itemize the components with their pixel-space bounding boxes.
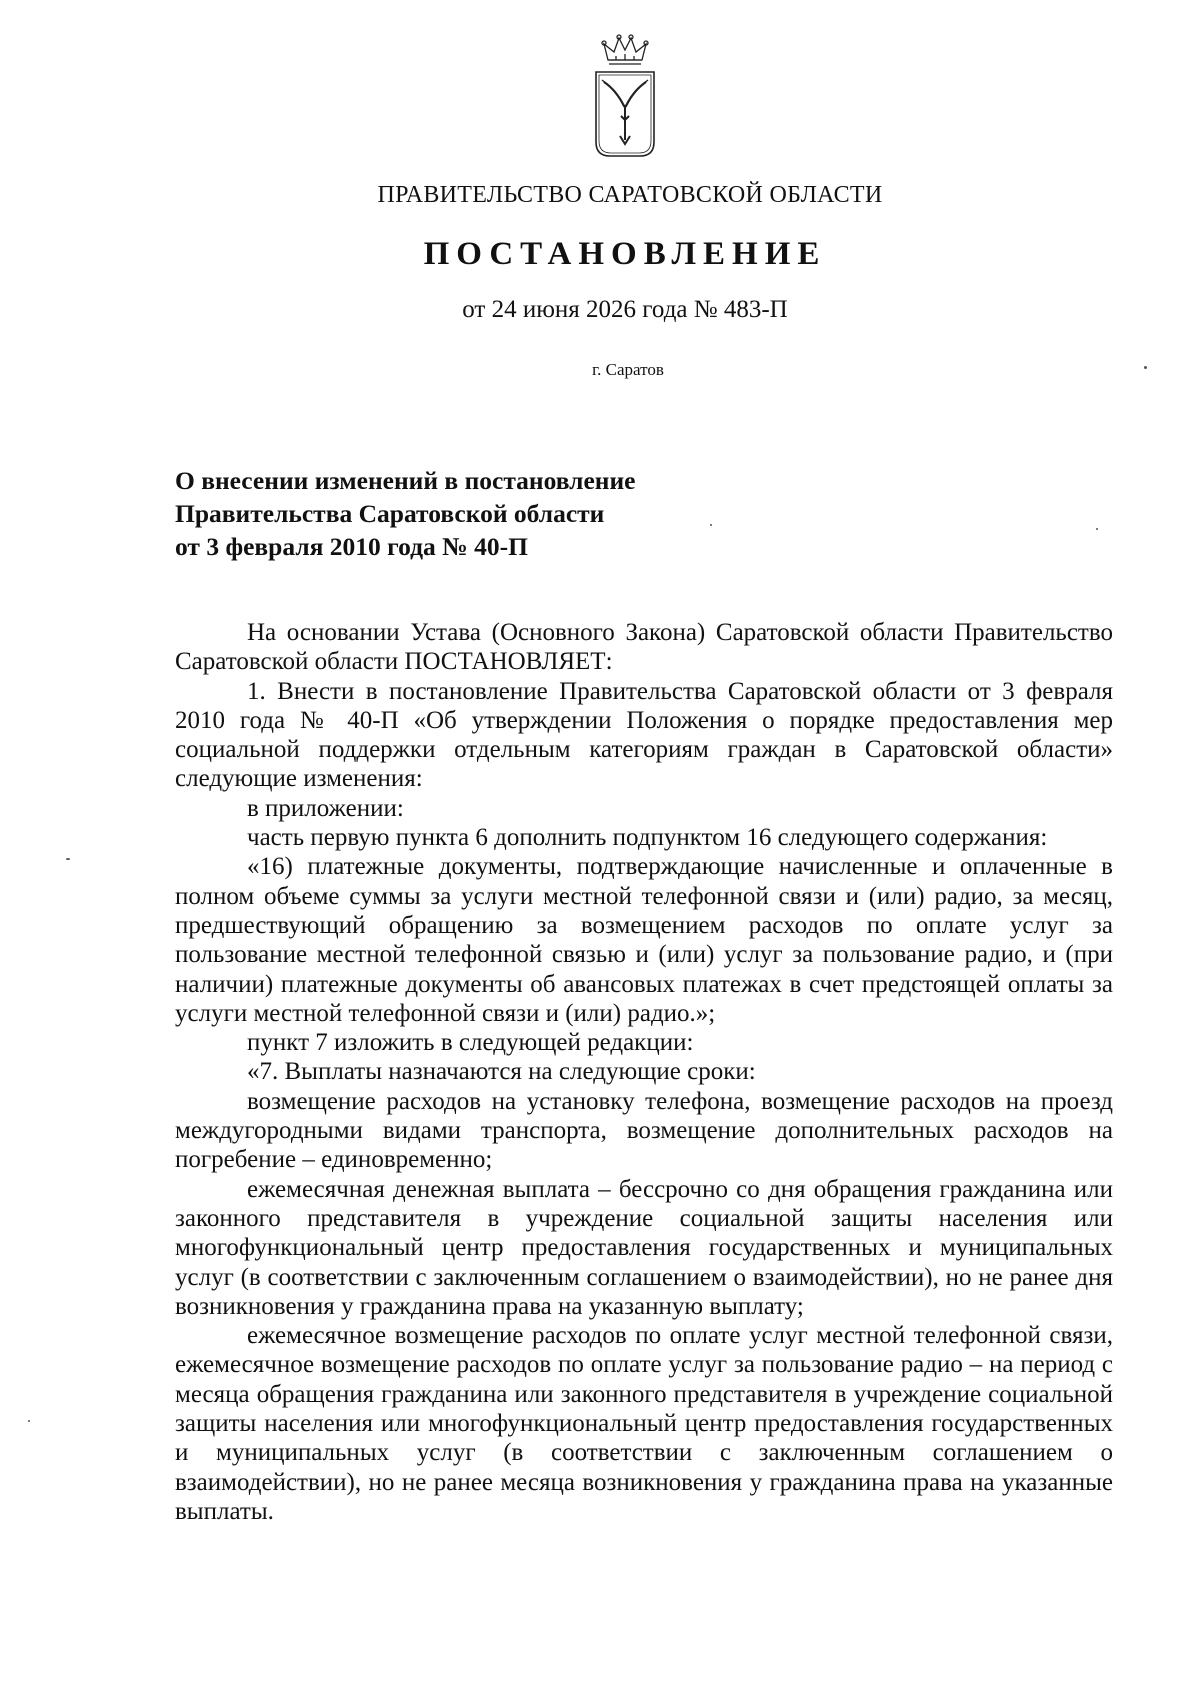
scan-speck	[1096, 528, 1098, 530]
body-paragraph: 1. Внести в постановление Правительства Саратовской области от 3 февраля 2010 года № 40-П «Об утверждении Положения о порядке предоставления мер социальной поддержки отдельным категориям граждан в Саратовской области» следующие изменения:	[175, 677, 1113, 793]
document-subject	[175, 464, 875, 563]
body-paragraph: ежемесячное возмещение расходов по оплате услуг местной телефонной связи, ежемесячное возмещение расходов по оплате услуг за пользование радио – на период с месяца обращения гражданина или законного представителя в учреждение социальной защиты населения или многофункциональный центр предоставления государственных и муниципальных услуг (в соответствии с заключенным соглашением о взаимодействии), но не ранее месяца возникновения у гражданина права на указанные выплаты.	[175, 1322, 1113, 1525]
document-type-title: ПОСТАНОВЛЕНИЕ	[423, 236, 827, 272]
subject-line-1: О внесении изменений в постановление	[175, 466, 636, 495]
scan-speck	[710, 524, 712, 526]
scan-speck	[66, 858, 70, 860]
subject-line-2: Правительства Саратовской области	[175, 499, 605, 528]
body-paragraph: ежемесячная денежная выплата – бессрочно со дня обращения гражданина или законного представителя в учреждение социальной защиты населения или многофункциональный центр предоставления государственных и муниципальных услуг (в соответствии с заключенным соглашением о взаимодействии), но не ранее дня возникновения у гражданина права на указанную выплату;	[175, 1175, 1113, 1320]
body-paragraph: «16) платежные документы, подтверждающие начисленные и оплаченные в полном объеме суммы за услуги местной телефонной связи и (или) радио, за месяц, предшествующий обращению за возмещением расходов по оплате услуг за пользование местной телефонной связью и (или) услуг за пользование радио, и (при наличии) платежные документы об авансовых платежах в счет предстоящей оплаты за услуги местной телефонной связи и (или) радио.»;	[175, 853, 1113, 1027]
document-city: г. Саратов	[592, 360, 664, 379]
body-paragraph: часть первую пункта 6 дополнить подпунктом 16 следующего содержания:	[247, 824, 1048, 852]
body-paragraph: «7. Выплаты назначаются на следующие сроки:	[247, 1058, 756, 1086]
government-name: ПРАВИТЕЛЬСТВО САРАТОВСКОЙ ОБЛАСТИ	[377, 182, 883, 208]
subject-line-3: от 3 февраля 2010 года № 40-П	[175, 532, 528, 561]
body-paragraph: возмещение расходов на установку телефона, возмещение расходов на проезд междугородными видами транспорта, возмещение дополнительных расходов на погребение – единовременно;	[175, 1087, 1113, 1174]
document-date-number: от 24 июня 2026 года № 483-П	[462, 296, 788, 323]
body-paragraph: пункт 7 изложить в следующей редакции:	[247, 1029, 694, 1057]
scan-speck	[1144, 366, 1147, 369]
body-paragraph: в приложении:	[247, 794, 404, 822]
saratov-coat-of-arms-icon	[580, 32, 670, 162]
document-body	[175, 618, 1113, 1526]
body-paragraph: На основании Устава (Основного Закона) Саратовской области Правительство Саратовской области ПОСТАНОВЛЯЕТ:	[175, 619, 1113, 676]
scan-speck	[28, 1420, 30, 1422]
